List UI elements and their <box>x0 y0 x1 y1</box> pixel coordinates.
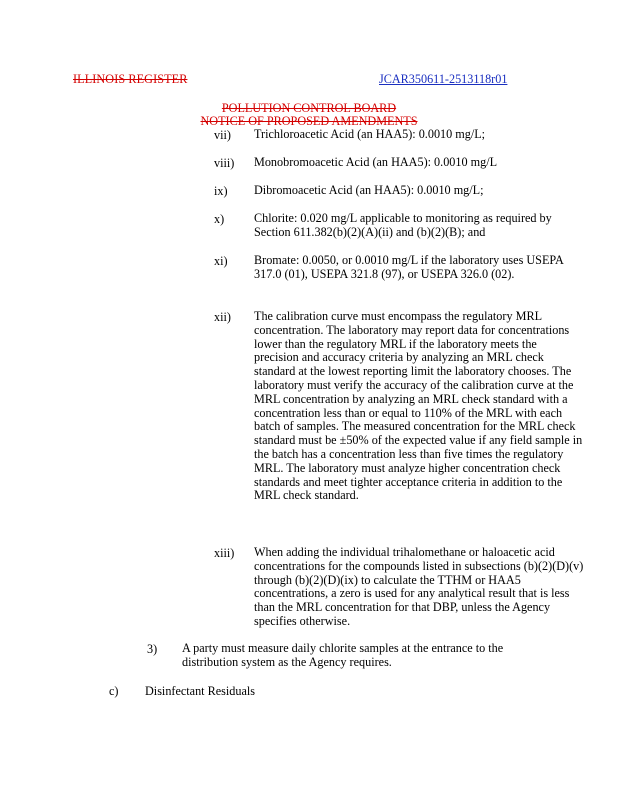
item-text: Dibromoacetic Acid (an HAA5): 0.0010 mg/L; <box>254 183 484 197</box>
item-text: Disinfectant Residuals <box>145 684 256 698</box>
notice-title: NOTICE OF PROPOSED AMENDMENTS <box>200 114 418 128</box>
item-text: Chlorite: 0.020 mg/L applicable to monitoring as required by Section 611.382(b)(2)(A)(ii) and (b)(2)(B); and <box>254 211 552 239</box>
item-text: Monobromoacetic Acid (an HAA5): 0.0010 mg/L <box>254 155 498 169</box>
item-text: Bromate: 0.0050, or 0.0010 mg/L if the laboratory uses USEPA 317.0 (01), USEPA 321.8 (97), or USEPA 326.0 (02). <box>254 253 564 281</box>
item-label: xii) <box>214 310 231 324</box>
item-text: The calibration curve must encompass the regulatory MRL concentration. The laboratory may report data for concentrations lower than the regulatory MRL if the laboratory meets the precision and accuracy criteria by analyzing an MRL check standard at the lowest reporting limit the laboratory chooses. The laboratory must verify the accuracy of the calibration curve at the MRL concentration by analyzing an MRL check standard with a concentration less than or equal to 110% of the MRL with each batch of samples. The measured concentration for the MRL check standard must be ±50% of the expected value if any field sample in the batch has a concentration less than five times the regulatory MRL. The laboratory must analyze higher concentration check standards and meet tighter acceptance criteria in addition to the MRL check standard. <box>254 309 583 503</box>
item-label: 3) <box>147 642 158 656</box>
item-label: ix) <box>214 184 228 198</box>
header-left: ILLINOIS REGISTER <box>73 72 188 86</box>
item-label: vii) <box>214 128 231 142</box>
item-text: Trichloroacetic Acid (an HAA5): 0.0010 mg/L; <box>254 127 486 141</box>
item-label: xi) <box>214 254 228 268</box>
item-label: x) <box>214 212 225 226</box>
item-label: xiii) <box>214 546 235 560</box>
item-text: A party must measure daily chlorite samples at the entrance to the distribution system as the Agency requires. <box>182 641 504 669</box>
item-label: c) <box>109 684 119 698</box>
header-right-link[interactable]: JCAR350611-2513118r01 <box>379 72 508 86</box>
item-text: When adding the individual trihalomethane or haloacetic acid concentrations for the compounds listed in subsections (b)(2)(D)(v) through (b)(2)(D)(ix) to calculate the TTHM or HAA5 concentrations, a zero is used for any analytical result that is less than the MRL concentration for that DBP, unless the Agency specifies otherwise. <box>254 545 584 628</box>
board-title: POLLUTION CONTROL BOARD <box>221 101 397 115</box>
item-label: viii) <box>214 156 235 170</box>
